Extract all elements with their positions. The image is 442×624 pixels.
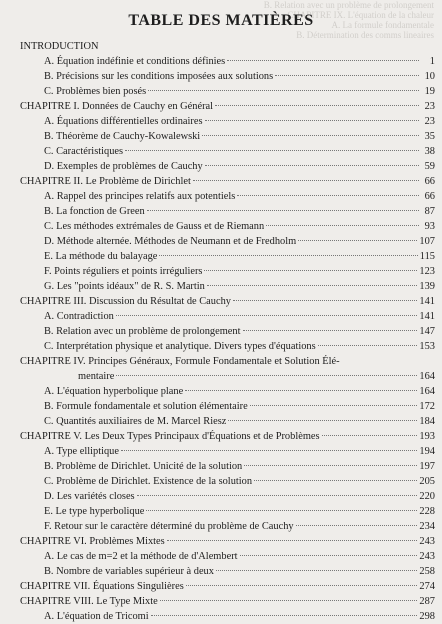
toc-entry-label: E. Le type hyperbolique	[44, 506, 145, 517]
toc-entry-label: C. Problème de Dirichlet. Existence de la solution	[44, 476, 253, 487]
toc-entry-label: A. Équation indéfinie et conditions définies	[44, 56, 226, 67]
page-title: TABLE DES MATIÈRES	[128, 12, 314, 29]
toc-entry-label: B. Relation avec un problème de prolongement	[44, 326, 241, 337]
toc-page-number: 141	[419, 296, 435, 307]
toc-chapter-row	[20, 99, 435, 114]
toc-entry-label: CHAPITRE I. Données de Cauchy en Général	[20, 101, 214, 112]
leader-dots	[266, 225, 419, 226]
leader-dots	[318, 345, 418, 346]
toc-entry-label: G. Les "points idéaux" de R. S. Martin	[44, 281, 205, 292]
toc-page-number: 220	[419, 491, 435, 502]
toc-page-number: 139	[419, 281, 435, 292]
toc-section-row	[20, 69, 435, 84]
toc-entry-label: A. Contradiction	[44, 311, 114, 322]
toc-page-number: 172	[419, 401, 435, 412]
leader-dots	[205, 165, 419, 166]
leader-dots	[216, 570, 417, 571]
toc-page-number: 35	[424, 131, 435, 142]
toc-entry-label: F. Points réguliers et points irréguliers	[44, 266, 203, 277]
toc-entry-label: C. Interprétation physique et analytique. Divers types d'équations	[44, 341, 316, 352]
toc-entry-label: CHAPITRE V. Les Deux Types Principaux d'Équations et de Problèmes	[20, 431, 320, 442]
leader-dots	[298, 240, 417, 241]
toc-entry-label: B. Formule fondamentale et solution élémentaire	[44, 401, 248, 412]
toc-section-row	[20, 519, 435, 534]
bleed-line: CHAPITRE IX. L'équation de la chaleur	[287, 10, 434, 20]
toc-entry-label: mentaire	[78, 371, 115, 382]
toc-page-number: 23	[424, 116, 435, 127]
leader-dots	[116, 375, 417, 376]
toc-entry-label: F. Retour sur le caractère déterminé du problème de Cauchy	[44, 521, 294, 532]
bleed-line: B. Détermination des comms lineaires	[296, 30, 434, 40]
toc-page-number: 298	[419, 611, 435, 622]
toc-entry-label: B. Problème de Dirichlet. Unicité de la solution	[44, 461, 243, 472]
toc-section-row	[20, 129, 435, 144]
leader-dots	[151, 615, 418, 616]
bleed-line: B. Relation avec un problème de prolongement	[263, 0, 434, 10]
toc-entry-label: D. Exemples de problèmes de Cauchy	[44, 161, 203, 172]
leader-dots	[244, 465, 417, 466]
leader-dots	[250, 405, 418, 406]
toc-section-row	[20, 234, 435, 249]
toc-page-number: 10	[424, 71, 435, 82]
toc-page-number: 184	[419, 416, 435, 427]
leader-dots	[167, 540, 418, 541]
leader-dots	[186, 585, 418, 586]
leader-dots	[215, 105, 419, 106]
toc-section-row	[20, 339, 435, 354]
toc-page-number: 228	[419, 506, 435, 517]
toc-page-number: 93	[424, 221, 435, 232]
toc-page-number: 66	[424, 176, 435, 187]
leader-dots	[275, 75, 419, 76]
toc-page-number: 197	[419, 461, 435, 472]
toc-entry-label: B. Précisions sur les conditions imposées aux solutions	[44, 71, 274, 82]
toc-page-number: 107	[419, 236, 435, 247]
leader-dots	[228, 420, 417, 421]
toc-section-row	[20, 189, 435, 204]
toc-section-row	[20, 54, 435, 69]
leader-dots	[159, 255, 417, 256]
toc-page-number: 87	[424, 206, 435, 217]
toc-section-row	[20, 504, 435, 519]
toc-chapter-row	[20, 174, 435, 189]
toc-entry-label: B. La fonction de Green	[44, 206, 145, 217]
toc-entry-label: CHAPITRE VIII. Le Type Mixte	[20, 596, 158, 607]
toc-chapter-row	[20, 594, 435, 609]
leader-dots	[121, 450, 417, 451]
toc-page-number: 147	[419, 326, 435, 337]
toc-entry-label: A. Rappel des principes relatifs aux potentiels	[44, 191, 236, 202]
leader-dots	[205, 120, 419, 121]
toc-section-row	[20, 549, 435, 564]
toc-section-row	[20, 324, 435, 339]
toc-page-number: 66	[424, 191, 435, 202]
toc-page-number: 243	[419, 551, 435, 562]
toc-entry-label: A. Type elliptique	[44, 446, 119, 457]
leader-dots	[254, 480, 417, 481]
toc-section-row	[20, 459, 435, 474]
toc-entry-label: CHAPITRE IV. Principes Généraux, Formule Fondamentale et Solution Élé-	[20, 356, 340, 367]
toc-entry-label: D. Les variétés closes	[44, 491, 135, 502]
toc-entry-label: CHAPITRE II. Le Problème de Dirichlet	[20, 176, 191, 187]
toc-page-number: 194	[419, 446, 435, 457]
toc-entry-label: B. Théorème de Cauchy-Kowalewski	[44, 131, 201, 142]
toc-section-row	[20, 219, 435, 234]
toc-page-number: 287	[419, 596, 435, 607]
leader-dots	[146, 510, 417, 511]
leader-dots	[125, 150, 419, 151]
toc-section-row	[20, 159, 435, 174]
toc-section-row	[20, 84, 435, 99]
toc-page-number: 205	[419, 476, 435, 487]
toc-section-row	[20, 399, 435, 414]
toc-chapter-row	[20, 534, 435, 549]
toc-continuation-row	[20, 369, 435, 384]
toc-page-number: 153	[419, 341, 435, 352]
leader-dots	[322, 435, 418, 436]
toc-page-number: 258	[419, 566, 435, 577]
toc-entry-label: CHAPITRE VI. Problèmes Mixtes	[20, 536, 165, 547]
toc-page-number: 243	[419, 536, 435, 547]
toc-entry-label: INTRODUCTION	[20, 41, 99, 52]
toc-section-row	[20, 414, 435, 429]
toc-chapter-row	[20, 579, 435, 594]
toc-section-row	[20, 489, 435, 504]
toc-page-number: 164	[419, 371, 435, 382]
leader-dots	[204, 270, 417, 271]
leader-dots	[296, 525, 418, 526]
toc-section-row	[20, 204, 435, 219]
toc-entry-label: C. Quantités auxiliaires de M. Marcel Riesz	[44, 416, 227, 427]
toc-page-number: 1	[429, 56, 435, 67]
toc-page-number: 141	[419, 311, 435, 322]
toc-section-row	[20, 309, 435, 324]
toc-section-row	[20, 384, 435, 399]
toc-page-number: 274	[419, 581, 435, 592]
leader-dots	[237, 195, 419, 196]
leader-dots	[240, 555, 418, 556]
leader-dots	[207, 285, 418, 286]
toc-section-row	[20, 474, 435, 489]
toc-chapter-row	[20, 429, 435, 444]
toc-page-number: 23	[424, 101, 435, 112]
toc-entry-label: C. Les méthodes extrémales de Gauss et de Riemann	[44, 221, 265, 232]
toc-section-row	[20, 249, 435, 264]
toc-section-row	[20, 144, 435, 159]
bleed-line: A. La formule fondamentale	[331, 20, 434, 30]
toc-section-row	[20, 609, 435, 624]
toc-section-row	[20, 444, 435, 459]
toc-page-number: 115	[419, 251, 435, 262]
leader-dots	[243, 330, 418, 331]
leader-dots	[185, 390, 417, 391]
leader-dots	[137, 495, 418, 496]
leader-dots	[147, 210, 419, 211]
toc-page-number: 123	[419, 266, 435, 277]
toc-chapter-row	[20, 39, 435, 54]
toc-entry-label: A. L'équation hyperbolique plane	[44, 386, 184, 397]
toc-entry-label: D. Méthode alternée. Méthodes de Neumann et de Fredholm	[44, 236, 297, 247]
leader-dots	[116, 315, 418, 316]
leader-dots	[233, 300, 417, 301]
toc-entry-label: A. Le cas de m=2 et la méthode de d'Alembert	[44, 551, 238, 562]
toc-page-number: 38	[424, 146, 435, 157]
toc-chapter-row	[20, 354, 435, 369]
toc-entry-label: A. L'équation de Tricomi	[44, 611, 149, 622]
table-of-contents	[20, 39, 435, 624]
leader-dots	[160, 600, 418, 601]
toc-entry-label: C. Problèmes bien posés	[44, 86, 147, 97]
toc-page-number: 59	[424, 161, 435, 172]
leader-dots	[202, 135, 419, 136]
toc-page-number: 164	[419, 386, 435, 397]
toc-section-row	[20, 264, 435, 279]
toc-page-number: 234	[419, 521, 435, 532]
toc-section-row	[20, 114, 435, 129]
toc-page-number: 19	[424, 86, 435, 97]
toc-entry-label: CHAPITRE VII. Équations Singulières	[20, 581, 184, 592]
leader-dots	[193, 180, 419, 181]
toc-entry-label: C. Caractéristiques	[44, 146, 124, 157]
toc-entry-label: E. La méthode du balayage	[44, 251, 158, 262]
toc-chapter-row	[20, 294, 435, 309]
leader-dots	[227, 60, 419, 61]
toc-section-row	[20, 564, 435, 579]
leader-dots	[148, 90, 419, 91]
toc-page-number: 193	[419, 431, 435, 442]
toc-entry-label: CHAPITRE III. Discussion du Résultat de Cauchy	[20, 296, 231, 307]
toc-entry-label: B. Nombre de variables supérieur à deux	[44, 566, 214, 577]
toc-section-row	[20, 279, 435, 294]
toc-entry-label: A. Équations différentielles ordinaires	[44, 116, 203, 127]
